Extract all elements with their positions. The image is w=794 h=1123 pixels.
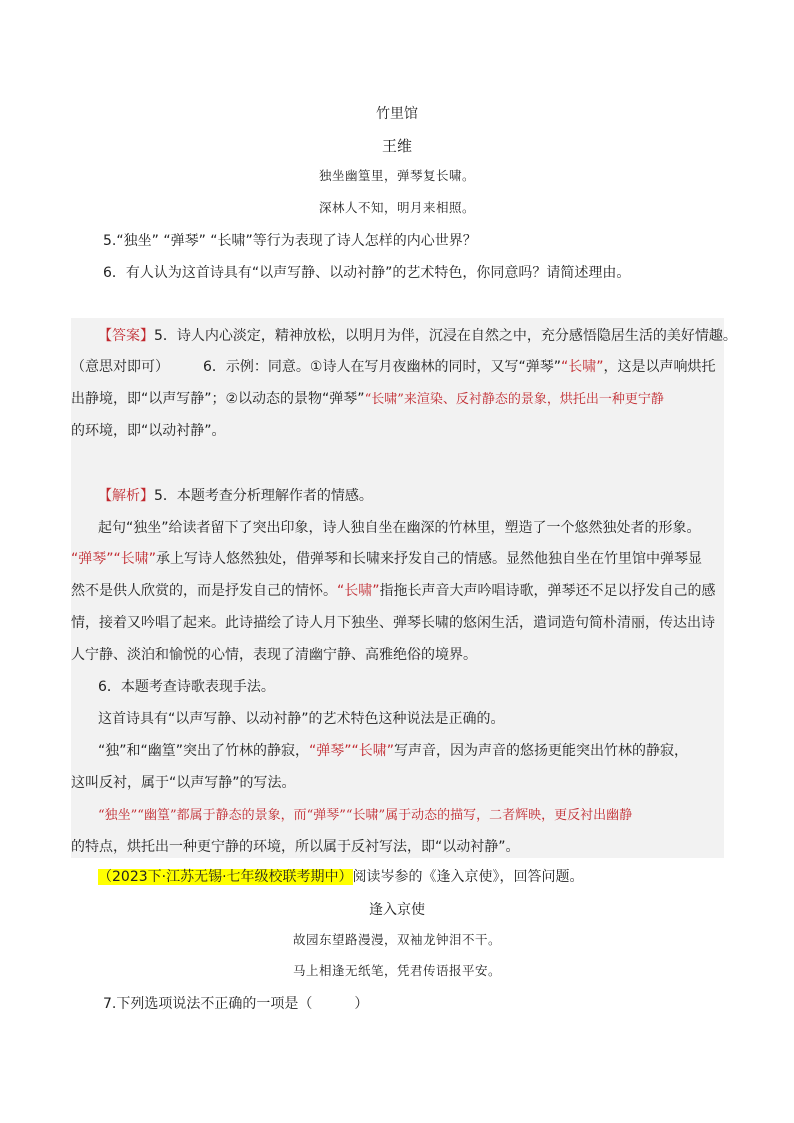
answer-line-2: （意思对即可） 6．示例：同意。①诗人在写月夜幽林的同时，又写“弹琴”“长啸”，这是以声响烘托	[71, 359, 716, 375]
answer-tag: 【答案】	[98, 328, 154, 344]
poem-author: 王维	[381, 137, 412, 155]
poem2-line-2: 马上相逢无纸笔，凭君传语报平安。	[292, 963, 501, 978]
poem-title: 竹里馆	[376, 106, 418, 122]
analysis-line-9: “独”和“幽篁”突出了竹林的静寂，“弹琴”“长啸”写声音，因为声音的悠扬更能突出竹林的静寂，	[98, 743, 689, 759]
analysis-line-6: 人宁静、淡泊和愉悦的心情，表现了清幽宁静、高雅绝俗的境界。	[71, 647, 477, 663]
analysis-line-7: 6．本题考查诗歌表现手法。	[98, 679, 275, 695]
answer-line-1: 【答案】5．诗人内心淡定，精神放松，以明月为伴，沉浸在自然之中，充分感悟隐居生活的美好情趣。	[98, 328, 737, 344]
poem-line-2: 深林人不知，明月来相照。	[318, 200, 475, 215]
question-5: 5.“独坐” “弹琴” “长啸”等行为表现了诗人怎样的内心世界？	[103, 233, 477, 249]
answer-line-4: 的环境，即“以动衬静”。	[71, 423, 226, 439]
analysis-line-5: 情，接着又吟唱了起来。此诗描绘了诗人月下独坐、弹琴长啸的悠闲生活，遣词造句简朴清丽，传达出诗	[71, 615, 715, 631]
analysis-line-10: 这叫反衬，属于“以声写静”的写法。	[71, 775, 296, 791]
analysis-line-8: 这首诗具有“以声写静、以动衬静”的艺术特色这种说法是正确的。	[98, 711, 505, 727]
source-highlight: （2023下·江苏无锡·七年级校联考期中）	[98, 869, 353, 885]
analysis-line-2: 起句“独坐”给读者留下了突出印象，诗人独自坐在幽深的竹林里，塑造了一个悠然独处者的形象。	[98, 520, 701, 536]
analysis-line-11: “独坐”“幽篁”都属于静态的景象，而“弹琴”“长啸”属于动态的描写，二者辉映，更反衬出幽静	[98, 808, 633, 823]
source-line: （2023下·江苏无锡·七年级校联考期中）阅读岑参的《逢入京使》，回答问题。	[98, 869, 584, 885]
answer-line-3: 出静境，即“以声写静”；②以动态的景物“弹琴”“长啸”来渲染、反衬静态的景象，烘托出一种更宁静	[71, 391, 664, 407]
poem2-line-1: 故园东望路漫漫，双袖龙钟泪不干。	[292, 932, 501, 947]
question-6: 6．有人认为这首诗具有“以声写静、以动衬静”的艺术特色，你同意吗？请简述理由。	[103, 265, 631, 281]
poem-line-1: 独坐幽篁里，弹琴复长啸。	[318, 168, 475, 183]
question-7: 7.下列选项说法不正确的一项是（ ）	[103, 996, 369, 1012]
poem2-title: 逢入京使	[369, 902, 425, 918]
analysis-tag: 【解析】	[98, 488, 154, 504]
analysis-line-12: 的特点，烘托出一种更宁静的环境，所以属于反衬写法，即“以动衬静”。	[71, 839, 520, 855]
analysis-line-1: 【解析】5．本题考查分析理解作者的情感。	[98, 488, 373, 504]
analysis-line-4: 然不是供人欣赏的，而是抒发自己的情怀。“长啸”指拖长声音大声吟唱诗歌，弹琴还不足以抒发自己的感	[71, 583, 716, 599]
analysis-line-3: “弹琴”“长啸”承上写诗人悠然独处，借弹琴和长啸来抒发自己的情感。显然他独自坐在竹里馆中弹琴显	[71, 551, 703, 567]
